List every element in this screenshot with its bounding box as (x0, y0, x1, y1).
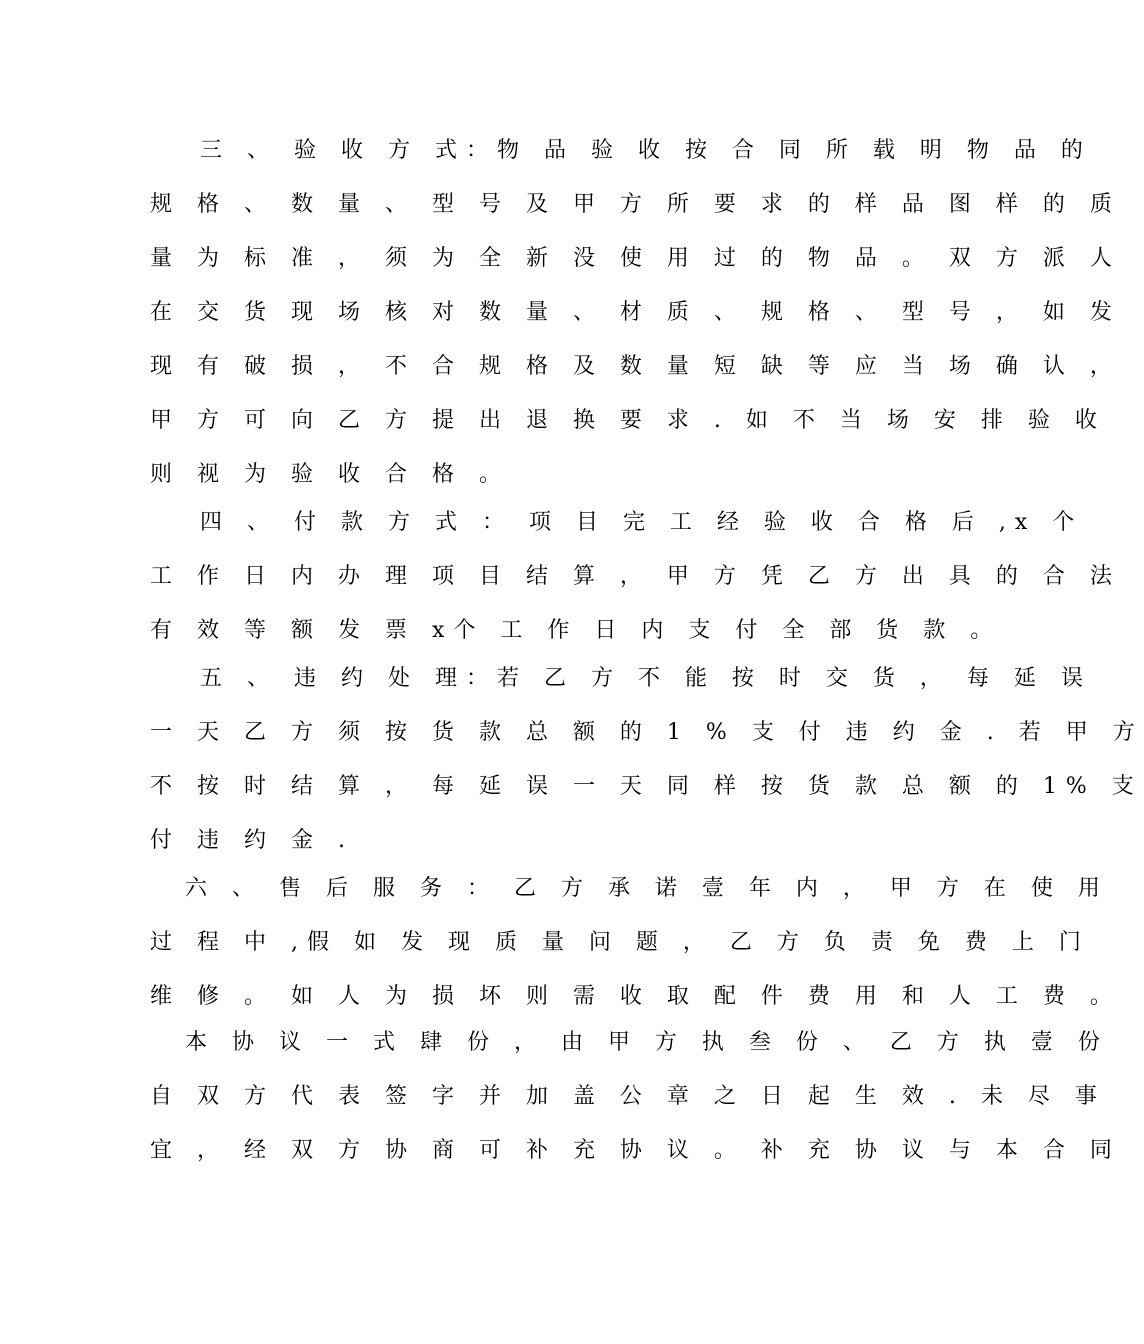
text-line: 四 、 付 款 方 式 ： 项 目 完 工 经 验 收 合 格 后 ,x 个 (200, 510, 1084, 535)
text-line: 现 有 破 损 ， 不 合 规 格 及 数 量 短 缺 等 应 当 场 确 认 ， (150, 354, 1121, 379)
text-line: 本 协 议 一 式 肆 份 ， 由 甲 方 执 叁 份 、 乙 方 执 壹 份 (185, 1030, 1109, 1055)
text-line: 一 天 乙 方 须 按 货 款 总 额 的 1 % 支 付 违 约 金 . 若 甲 方 (150, 720, 1144, 745)
text-line: 规 格 、 数 量 、 型 号 及 甲 方 所 要 求 的 样 品 图 样 的 质 (150, 192, 1121, 217)
text-line: 付 违 约 金 . (150, 828, 354, 853)
text-line: 则 视 为 验 收 合 格 。 (150, 462, 510, 487)
text-line: 六 、 售 后 服 务 ： 乙 方 承 诺 壹 年 内 ， 甲 方 在 使 用 (185, 876, 1109, 901)
text-line: 甲 方 可 向 乙 方 提 出 退 换 要 求 . 如 不 当 场 安 排 验 收 (150, 408, 1106, 433)
text-line: 工 作 日 内 办 理 项 目 结 算 ， 甲 方 凭 乙 方 出 具 的 合 法 (150, 564, 1121, 589)
text-line: 自 双 方 代 表 签 字 并 加 盖 公 章 之 日 起 生 效 . 未 尽 事 (150, 1084, 1106, 1109)
text-line: 三 、 验 收 方 式：物 品 验 收 按 合 同 所 载 明 物 品 的 (200, 138, 1092, 163)
text-line: 维 修 。 如 人 为 损 坏 则 需 收 取 配 件 费 用 和 人 工 费 。 (150, 984, 1121, 1009)
text-line: 过 程 中 ,假 如 发 现 质 量 问 题 ， 乙 方 负 责 免 费 上 门 (150, 930, 1090, 955)
text-line: 不 按 时 结 算 ， 每 延 误 一 天 同 样 按 货 款 总 额 的 1% 支 (150, 774, 1143, 799)
text-line: 有 效 等 额 发 票 x个 工 作 日 内 支 付 全 部 货 款 。 (150, 618, 1002, 643)
text-line: 宜 ， 经 双 方 协 商 可 补 充 协 议 。 补 充 协 议 与 本 合 同 (150, 1138, 1121, 1163)
text-line: 五 、 违 约 处 理：若 乙 方 不 能 按 时 交 货 ， 每 延 误 (200, 666, 1092, 691)
text-line: 在 交 货 现 场 核 对 数 量 、 材 质 、 规 格 、 型 号 ， 如 发 (150, 300, 1121, 325)
text-line: 量 为 标 准 ， 须 为 全 新 没 使 用 过 的 物 品 。 双 方 派 人 (150, 246, 1121, 271)
